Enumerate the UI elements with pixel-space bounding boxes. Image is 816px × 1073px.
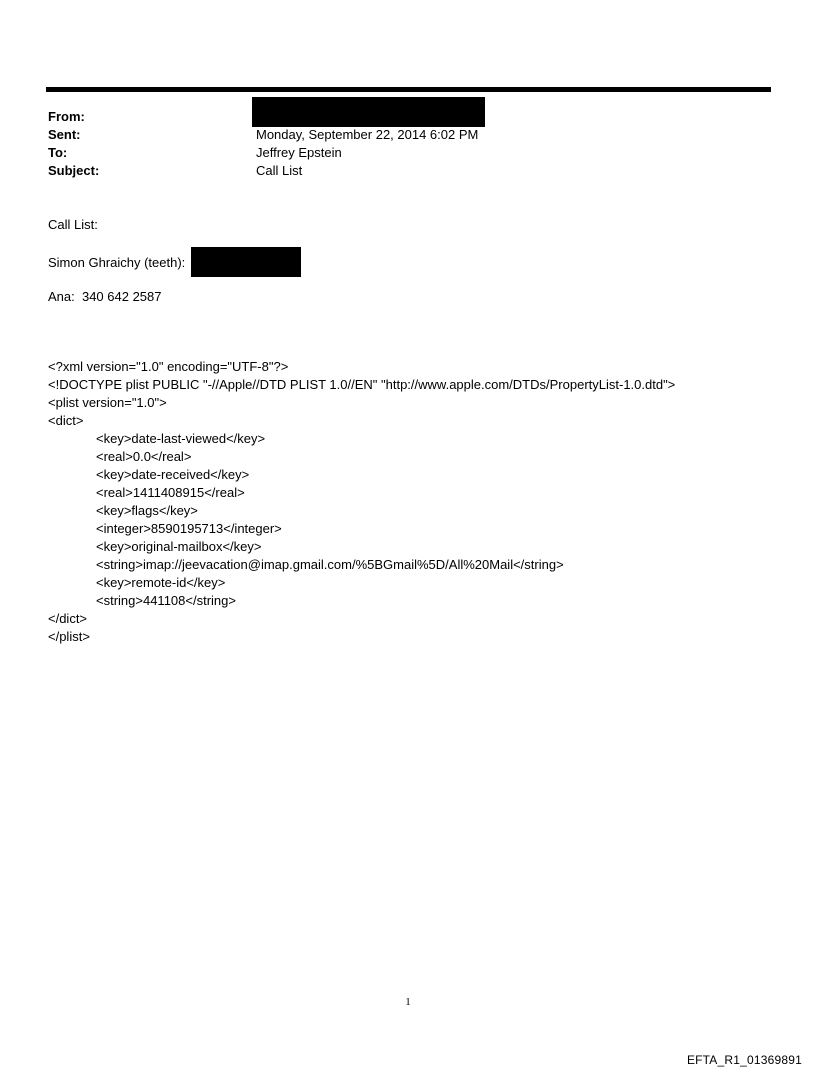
document-id: EFTA_R1_01369891 xyxy=(686,1053,802,1067)
from-label: From: xyxy=(48,109,85,124)
xml-line: <real>1411408915</real> xyxy=(96,485,245,500)
page-number: 1 xyxy=(405,996,411,1008)
xml-line: </plist> xyxy=(48,629,90,644)
sent-value: Monday, September 22, 2014 6:02 PM xyxy=(256,127,479,142)
contact-simon-label: Simon Ghraichy (teeth): xyxy=(48,255,186,270)
xml-line: <key>flags</key> xyxy=(96,503,198,518)
xml-line: <key>remote-id</key> xyxy=(96,575,226,590)
to-value: Jeffrey Epstein xyxy=(256,145,342,160)
xml-line: <key>original-mailbox</key> xyxy=(96,539,262,554)
xml-line: <integer>8590195713</integer> xyxy=(96,521,282,536)
header-rule xyxy=(46,87,771,92)
to-label: To: xyxy=(48,145,68,160)
xml-line: <string>imap://jeevacation@imap.gmail.com/%5BGmail%5D/All%20Mail</string> xyxy=(96,557,564,572)
subject-label: Subject: xyxy=(48,163,100,178)
xml-line: <key>date-last-viewed</key> xyxy=(96,431,266,446)
from-redaction xyxy=(252,97,485,127)
subject-value: Call List xyxy=(256,163,303,178)
xml-line: <real>0.0</real> xyxy=(96,449,192,464)
xml-line: <plist version="1.0"> xyxy=(48,395,167,410)
contact-simon-redaction xyxy=(191,247,301,277)
sent-label: Sent: xyxy=(48,127,81,142)
xml-line: </dict> xyxy=(48,611,88,626)
xml-line: <!DOCTYPE plist PUBLIC "-//Apple//DTD PLIST 1.0//EN" "http://www.apple.com/DTDs/PropertyList-1.0.dtd"> xyxy=(48,377,676,392)
xml-line: <?xml version="1.0" encoding="UTF-8"?> xyxy=(48,359,289,374)
xml-line: <key>date-received</key> xyxy=(96,467,250,482)
body-heading: Call List: xyxy=(48,217,98,232)
xml-line: <dict> xyxy=(48,413,84,428)
contact-ana: Ana: 340 642 2587 xyxy=(48,289,162,304)
xml-line: <string>441108</string> xyxy=(96,593,236,608)
